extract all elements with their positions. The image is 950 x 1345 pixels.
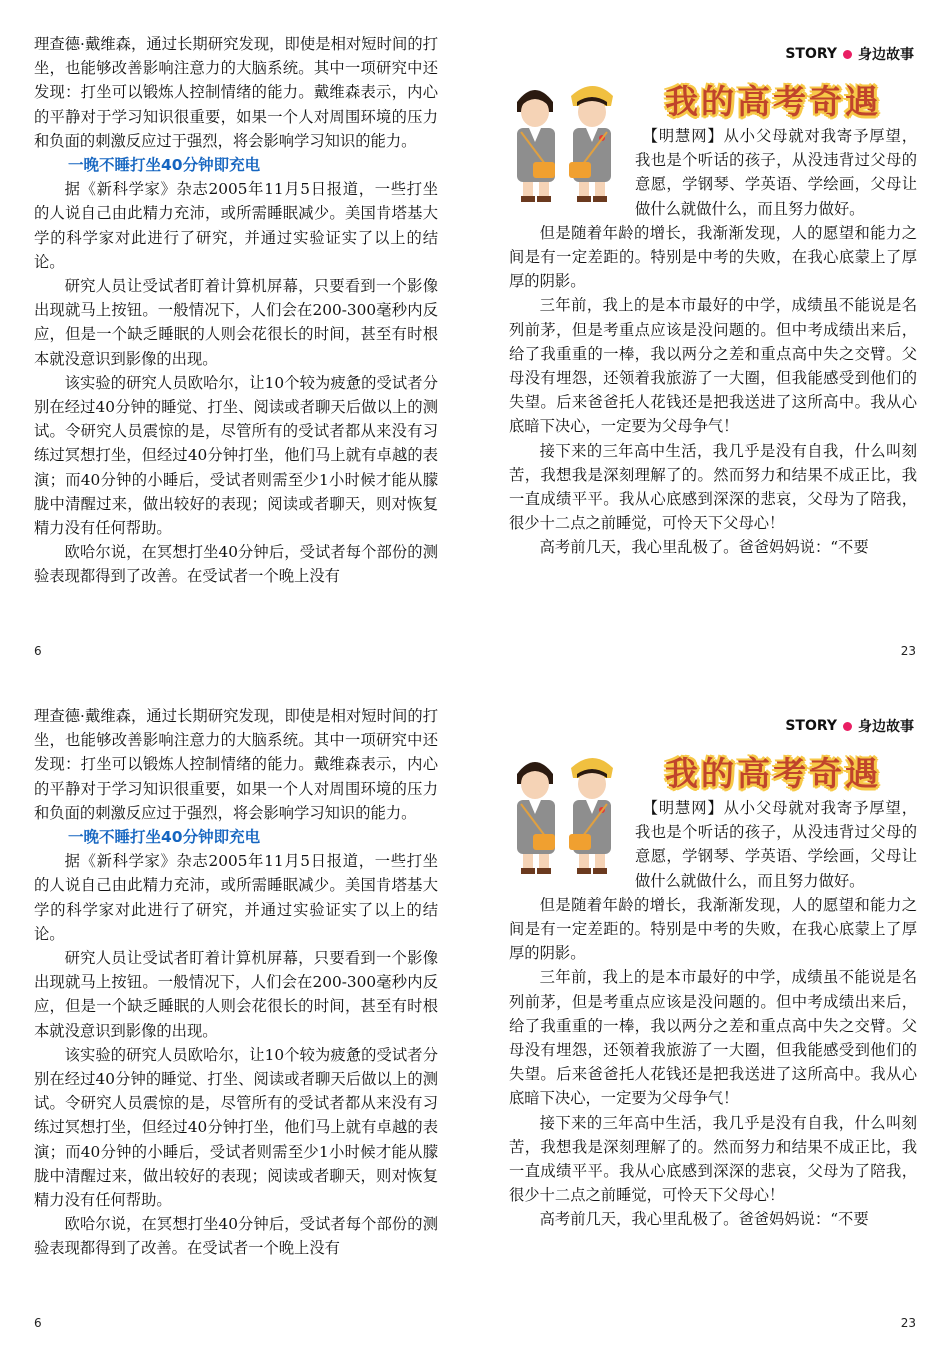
- left-paragraph-1: 理查德·戴维森，通过长期研究发现，即使是相对短时间的打坐，也能够改善影响注意力的大脑系统。其中一项研究中还发现：打坐可以锻炼人控制情绪的能力。戴维森表示，内心的平静对于学习知识很重要，如果一个人对周围环境的压力和负面的刺激反应过于强烈，将会影响学习知识的能力。: [34, 707, 438, 822]
- article-title: 我的高考奇遇: [665, 754, 881, 793]
- page-number-left: 6: [34, 644, 42, 658]
- page-left: [0, 672, 475, 1344]
- left-paragraph-2: 据《新科学家》杂志2005年11月5日报道，一些打坐的人说自己由此精力充沛，或所需睡眠减少。美国肯塔基大学的科学家对此进行了研究，并通过实验证实了以上的结论。: [34, 180, 438, 271]
- right-paragraph-5: 高考前几天，我心里乱极了。爸爸妈妈说：“不要: [539, 1210, 869, 1229]
- right-paragraph-2: 但是随着年龄的增长，我渐渐发现，人的愿望和能力之间是有一定差距的。特别是中考的失败，在我心底蒙上了厚厚的阴影。: [509, 223, 917, 291]
- page-right: [475, 0, 950, 672]
- left-column: [34, 32, 438, 589]
- page-number-left: 6: [34, 1316, 42, 1330]
- header-section-label: 身边故事: [858, 47, 914, 63]
- right-paragraph-5: 高考前几天，我心里乱极了。爸爸妈妈说：“不要: [539, 538, 869, 557]
- right-paragraph-1: 【明慧网】从小父母就对我寄予厚望，我也是个听话的孩子，从没违背过父母的意愿，学钢琴、学英语、学绘画，父母让做什么就做什么，而且努力做好。: [635, 799, 917, 890]
- left-paragraph-5: 欧哈尔说，在冥想打坐40分钟后，受试者每个部份的测验表现都得到了改善。在受试者一个晚上没有: [34, 543, 438, 586]
- section-header: [785, 44, 914, 64]
- left-paragraph-3: 研究人员让受试者盯着计算机屏幕，只要看到一个影像出现就马上按钮。一般情况下，人们会在200-300毫秒内反应，但是一个缺乏睡眠的人则会花很长的时间，甚至有时根本就没意识到影像的出现。: [34, 949, 438, 1040]
- left-paragraph-4: 该实验的研究人员欧哈尔，让10个较为疲惫的受试者分别在经过40分钟的睡觉、打坐、阅读或者聊天后做以上的测试。令研究人员震惊的是，尽管所有的受试者都从来没有习练过冥想打坐，但经过40分钟打坐，他们马上就有卓越的表演；而40分钟的小睡后，受试者则需至少1小时候才能从朦胧中清醒过来，做出较好的表现；阅读或者聊天，则对恢复精力没有任何帮助。: [34, 1045, 438, 1210]
- header-dot-icon: [843, 722, 852, 731]
- header-section-label: 身边故事: [858, 719, 914, 735]
- header-story-label: STORY: [785, 46, 837, 62]
- page-left: [0, 0, 475, 672]
- article-title: 我的高考奇遇: [665, 82, 881, 121]
- page-right: [475, 672, 950, 1344]
- left-column: [34, 704, 438, 1261]
- header-story-label: STORY: [785, 718, 837, 734]
- right-column: [509, 124, 917, 560]
- spread-bottom: [0, 672, 950, 1344]
- section-header: [785, 716, 914, 736]
- spread-top: [0, 0, 950, 672]
- left-paragraph-2: 据《新科学家》杂志2005年11月5日报道，一些打坐的人说自己由此精力充沛，或所需睡眠减少。美国肯塔基大学的科学家对此进行了研究，并通过实验证实了以上的结论。: [34, 852, 438, 943]
- right-paragraph-2: 但是随着年龄的增长，我渐渐发现，人的愿望和能力之间是有一定差距的。特别是中考的失败，在我心底蒙上了厚厚的阴影。: [509, 895, 917, 963]
- page-number-right: 23: [900, 644, 916, 658]
- left-paragraph-4: 该实验的研究人员欧哈尔，让10个较为疲惫的受试者分别在经过40分钟的睡觉、打坐、阅读或者聊天后做以上的测试。令研究人员震惊的是，尽管所有的受试者都从来没有习练过冥想打坐，但经过40分钟打坐，他们马上就有卓越的表演；而40分钟的小睡后，受试者则需至少1小时候才能从朦胧中清醒过来，做出较好的表现；阅读或者聊天，则对恢复精力没有任何帮助。: [34, 373, 438, 538]
- header-dot-icon: [843, 50, 852, 59]
- left-paragraph-3: 研究人员让受试者盯着计算机屏幕，只要看到一个影像出现就马上按钮。一般情况下，人们会在200-300毫秒内反应，但是一个缺乏睡眠的人则会花很长的时间，甚至有时根本就没意识到影像的出现。: [34, 277, 438, 368]
- right-paragraph-3: 三年前，我上的是本市最好的中学，成绩虽不能说是名列前茅，但是考重点应该是没问题的。但中考成绩出来后，给了我重重的一棒，我以两分之差和重点高中失之交臂。父母没有埋怨，还领着我旅游了一大圈，但我能感受到他们的失望。后来爸爸托人花钱还是把我送进了这所高中。我从心底暗下决心，一定要为父母争气！: [509, 296, 917, 436]
- right-paragraph-1: 【明慧网】从小父母就对我寄予厚望，我也是个听话的孩子，从没违背过父母的意愿，学钢琴、学英语、学绘画，父母让做什么就做什么，而且努力做好。: [635, 127, 917, 218]
- left-heading: 一晚不睡打坐40分钟即充电: [68, 828, 261, 847]
- right-paragraph-4: 接下来的三年高中生活，我几乎是没有自我，什么叫刻苦，我想我是深刻理解了的。然而努力和结果不成正比，我一直成绩平平。我从心底感到深深的悲哀，父母为了陪我，很少十二点之前睡觉，可怜天下父母心！: [509, 1113, 917, 1205]
- right-paragraph-3: 三年前，我上的是本市最好的中学，成绩虽不能说是名列前茅，但是考重点应该是没问题的。但中考成绩出来后，给了我重重的一棒，我以两分之差和重点高中失之交臂。父母没有埋怨，还领着我旅游了一大圈，但我能感受到他们的失望。后来爸爸托人花钱还是把我送进了这所高中。我从心底暗下决心，一定要为父母争气！: [509, 968, 917, 1108]
- right-paragraph-4: 接下来的三年高中生活，我几乎是没有自我，什么叫刻苦，我想我是深刻理解了的。然而努力和结果不成正比，我一直成绩平平。我从心底感到深深的悲哀，父母为了陪我，很少十二点之前睡觉，可怜天下父母心！: [509, 441, 917, 533]
- left-heading: 一晚不睡打坐40分钟即充电: [68, 156, 261, 175]
- left-paragraph-5: 欧哈尔说，在冥想打坐40分钟后，受试者每个部份的测验表现都得到了改善。在受试者一个晚上没有: [34, 1215, 438, 1258]
- right-column: [509, 796, 917, 1232]
- left-paragraph-1: 理查德·戴维森，通过长期研究发现，即使是相对短时间的打坐，也能够改善影响注意力的大脑系统。其中一项研究中还发现：打坐可以锻炼人控制情绪的能力。戴维森表示，内心的平静对于学习知识很重要，如果一个人对周围环境的压力和负面的刺激反应过于强烈，将会影响学习知识的能力。: [34, 35, 438, 150]
- page-number-right: 23: [900, 1316, 916, 1330]
